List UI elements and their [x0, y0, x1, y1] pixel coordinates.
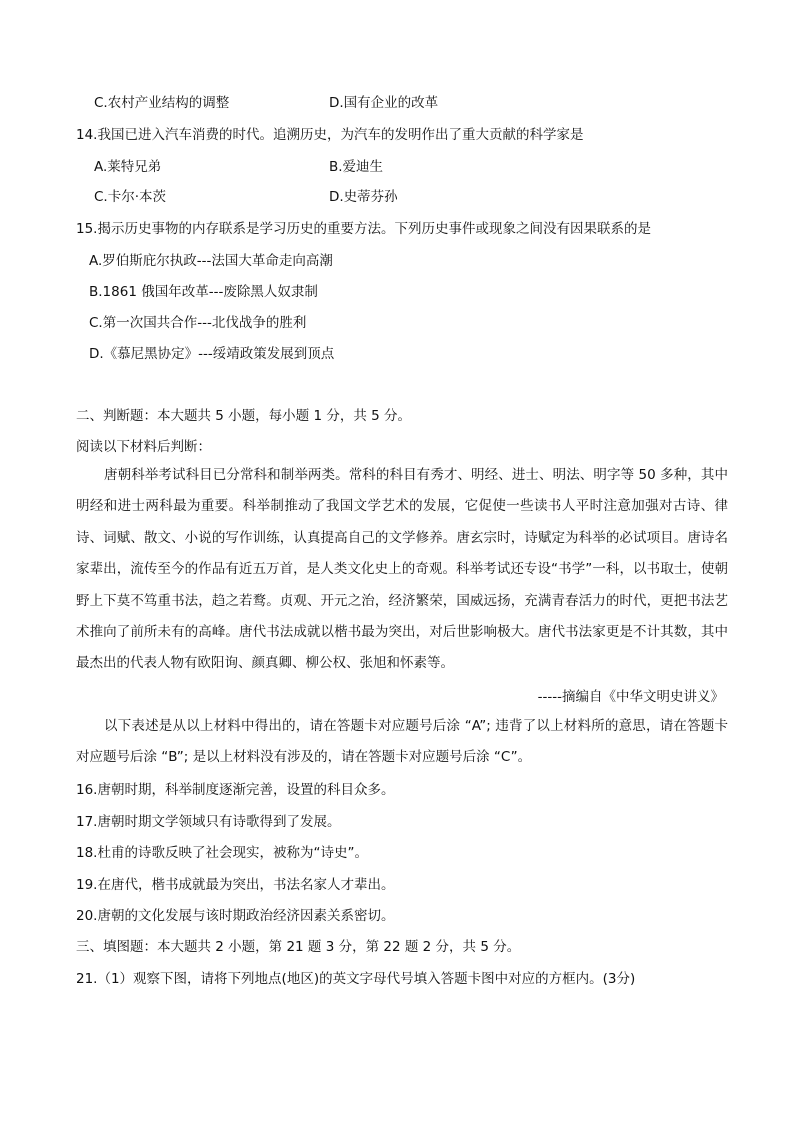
- judgement-item-16: 16.唐朝时期，科举制度逐渐完善，设置的科目众多。: [76, 782, 395, 798]
- material-source: -----摘编自《中华文明史讲义》: [537, 689, 724, 705]
- q15-option-a: A.罗伯斯庇尔执政---法国大革命走向高潮: [89, 253, 333, 269]
- judgement-item-18: 18.杜甫的诗歌反映了社会现实，被称为“诗史”。: [76, 845, 368, 861]
- q15-stem: 15.揭示历史事物的内存联系是学习历史的重要方法。下列历史事件或现象之间没有因果联系的是: [76, 221, 651, 237]
- section2-intro: 阅读以下材料后判断：: [76, 439, 211, 455]
- q14-option-c: C.卡尔·本茨: [94, 189, 167, 205]
- section2-heading: 二、判断题：本大题共 5 小题，每小题 1 分，共 5 分。: [76, 408, 412, 424]
- judgement-item-17: 17.唐朝时期文学领域只有诗歌得到了发展。: [76, 814, 341, 830]
- q15-option-b: B.1861 俄国年改革---废除黑人奴隶制: [89, 284, 318, 300]
- material-paragraph: 唐朝科举考试科目已分常科和制举两类。常科的科目有秀才、明经、进士、明法、明字等 50 多种，其中明经和进士两科最为重要。科举制推动了我国文学艺术的发展，它促使一些读书人平时注意加强对古诗、律诗、词赋、散文、小说的写作训练，认真提高自己的文学修养。唐玄宗时，诗赋定为科举的必试项目。唐诗名家辈出，流传至今的作品有近五万首，是人类文化史上的奇观。科举考试还专设“书学”一科，以书取士，使朝野上下莫不笃重书法，趋之若鹜。贞观、开元之治，经济繁荣，国威远扬，充满青春活力的时代，更把书法艺术推向了前所未有的高峰。唐代书法成就以楷书最为突出，对后世影响极大。唐代书法家更是不计其数，其中最杰出的代表人物有欧阳询、颜真卿、柳公权、张旭和怀素等。: [76, 467, 728, 672]
- q14-stem: 14.我国已进入汽车消费的时代。追溯历史，为汽车的发明作出了重大贡献的科学家是: [76, 127, 584, 143]
- q15-option-d: D.《慕尼黑协定》---绥靖政策发展到顶点: [89, 346, 335, 362]
- q14-option-d: D.史蒂芬孙: [329, 189, 398, 205]
- q13-option-c: C.农村产业结构的调整: [94, 95, 230, 111]
- q21-stem: 21.（1）观察下图，请将下列地点(地区)的英文字母代号填入答题卡图中对应的方框内。(3分): [76, 971, 636, 987]
- q13-option-d: D.国有企业的改革: [329, 95, 439, 111]
- section3-heading: 三、填图题：本大题共 2 小题，第 21 题 3 分，第 22 题 2 分，共 5 分。: [76, 939, 521, 955]
- q14-option-b: B.爱迪生: [329, 159, 384, 175]
- q14-option-a: A.莱特兄弟: [94, 159, 162, 175]
- judgement-item-19: 19.在唐代，楷书成就最为突出，书法名家人才辈出。: [76, 877, 395, 893]
- judgement-item-20: 20.唐朝的文化发展与该时期政治经济因素关系密切。: [76, 908, 395, 924]
- q15-option-c: C.第一次国共合作---北伐战争的胜利: [89, 315, 307, 331]
- judgement-instruction: 以下表述是从以上材料中得出的，请在答题卡对应题号后涂 “A”; 违背了以上材料所的意思，请在答题卡对应题号后涂 “B”; 是以上材料没有涉及的，请在答题卡对应题号后涂 “C”。: [76, 718, 728, 766]
